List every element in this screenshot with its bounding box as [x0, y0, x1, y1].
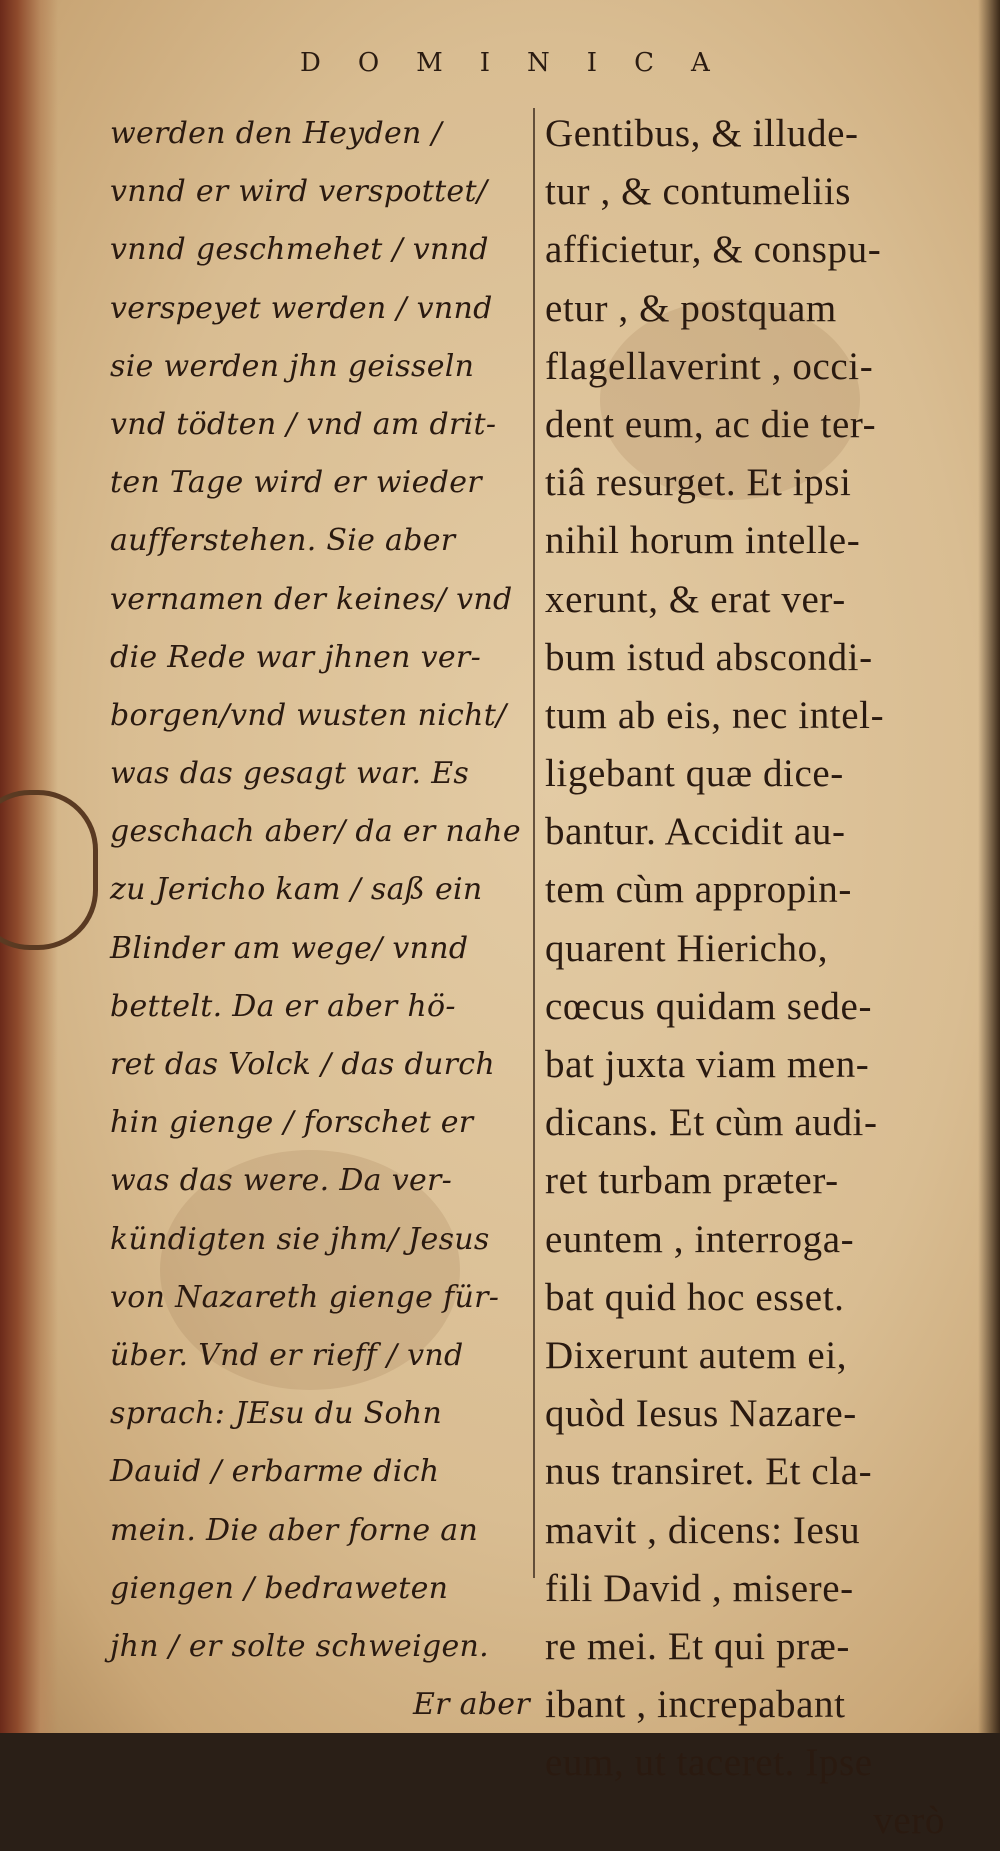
latin-line: Gentibus, & illude- — [545, 112, 859, 155]
latin-column — [545, 105, 945, 1851]
running-header: DOMINICA — [300, 48, 747, 78]
latin-line: bat juxta viam men- — [545, 1043, 870, 1086]
german-line: jhn / er solte schweigen. — [110, 1628, 490, 1664]
latin-line: euntem , interroga- — [545, 1217, 855, 1261]
german-line: werden den Heyden / — [110, 116, 442, 151]
latin-line: ret turbam præter- — [545, 1159, 839, 1203]
latin-line: re mei. Et qui præ- — [545, 1624, 850, 1668]
german-line: mein. Die aber forne an — [110, 1512, 479, 1548]
latin-line: flagellaverint , occi- — [545, 344, 874, 388]
german-line: von Nazareth gienge für- — [110, 1279, 500, 1315]
german-line: kündigten sie jhm/ Jesus — [110, 1221, 490, 1257]
german-line: sprach: JEsu du Sohn — [110, 1396, 443, 1432]
german-line: sie werden jhn geisseln — [110, 348, 475, 384]
page-edge-shadow — [978, 0, 1000, 1733]
latin-line: dicans. Et cùm audi- — [545, 1101, 878, 1145]
latin-line: tiâ resurget. Et ipsi — [545, 461, 852, 505]
latin-line: eum, ut taceret. Ipse — [545, 1741, 873, 1785]
latin-line: nus transiret. Et cla- — [545, 1450, 873, 1494]
latin-line: xerunt, & erat ver- — [545, 577, 846, 621]
german-line: ten Tage wird er wieder — [110, 465, 482, 501]
latin-line: fili David , misere- — [545, 1566, 854, 1610]
latin-line: bum istud abscondi- — [545, 635, 873, 679]
german-line: geschach aber/ da er nahe — [110, 814, 521, 850]
german-line: bettelt. Da er aber hö- — [110, 988, 456, 1024]
german-line: verspeyet werden / vnnd — [110, 290, 493, 326]
german-line: was das gesagt war. Es — [110, 756, 470, 792]
latin-line: Dixerunt autem ei, — [545, 1333, 848, 1377]
german-line: was das were. Da ver- — [110, 1163, 453, 1199]
german-line: hin gienge / forschet er — [110, 1105, 474, 1141]
latin-line: quarent Hiericho, — [545, 926, 829, 970]
german-line: ret das Volck / das durch — [110, 1047, 495, 1082]
latin-line: afficietur, & conspu- — [545, 228, 882, 272]
latin-line: tur , & contumeliis — [545, 170, 852, 214]
latin-line: bat quid hoc esset. — [545, 1275, 845, 1319]
latin-line: ligebant quæ dice- — [545, 752, 844, 796]
latin-line: bantur. Accidit au- — [545, 810, 846, 854]
column-divider — [533, 108, 535, 1578]
german-line: vnd tödten / vnd am drit- — [110, 406, 497, 442]
latin-line: dent eum, ac die ter- — [545, 402, 877, 446]
german-line: borgen/vnd wusten nicht/ — [110, 697, 507, 733]
german-line: über. Vnd er rieff / vnd — [110, 1337, 464, 1373]
german-line: vnnd geschmehet / vnnd — [110, 232, 489, 268]
german-line: Blinder am wege/ vnnd — [110, 930, 469, 966]
latin-line: quòd Iesus Nazare- — [545, 1392, 857, 1436]
latin-line: nihil horum intelle- — [545, 519, 861, 563]
latin-line: tem cùm appropin- — [545, 868, 852, 912]
german-line: giengen / bedraweten — [110, 1570, 449, 1606]
german-line: die Rede war jhnen ver- — [110, 639, 482, 675]
german-line: zu Jericho kam / saß ein — [110, 872, 483, 908]
latin-catchword: verò — [873, 1799, 945, 1843]
book-clasp-ring — [0, 790, 98, 950]
german-line: vnnd er wird verspottet/ — [110, 174, 488, 210]
latin-line: ibant , increpabant — [545, 1683, 846, 1727]
german-catchword: Er aber — [412, 1687, 530, 1723]
german-line: aufferstehen. Sie aber — [110, 523, 456, 559]
latin-line: cœcus quidam sede- — [545, 984, 873, 1028]
latin-line: tum ab eis, nec intel- — [545, 693, 885, 737]
latin-line: etur , & postquam — [545, 286, 837, 330]
german-line: vernamen der keines/ vnd — [110, 581, 513, 617]
german-column — [110, 105, 530, 1734]
latin-line: mavit , dicens: Iesu — [545, 1508, 861, 1552]
german-line: Dauid / erbarme dich — [110, 1454, 440, 1490]
